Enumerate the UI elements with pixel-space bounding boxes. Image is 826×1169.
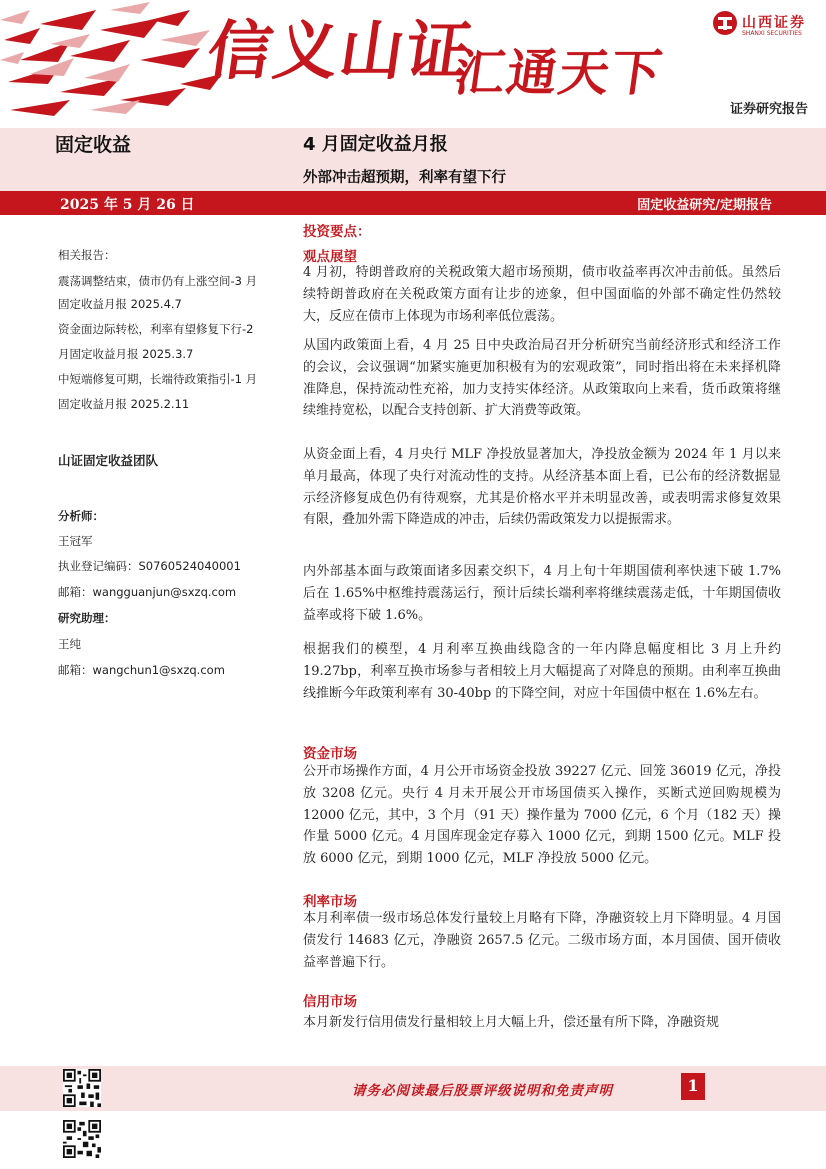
related-reports-label: 相关报告： [58, 248, 116, 262]
related-report-line[interactable]: 震荡调整结束，债市仍有上涨空间-3 月 [58, 274, 258, 288]
report-category: 固定收益 [55, 134, 132, 156]
paragraph: 本月新发行信用债发行量相较上月大幅上升，偿还量有所下降，净融资规 [303, 1015, 720, 1030]
related-report-line[interactable]: 固定收益月报 2025.2.11 [58, 397, 190, 411]
section-heading-rate-market: 利率市场 [303, 894, 357, 910]
report-subtitle: 外部冲击超预期，利率有望下行 [303, 170, 506, 186]
paragraph: 公开市场操作方面，4 月公开市场资金投放 39227 亿元、回笼 36019 亿元，净投放 3208 亿元。央行 4 月未开展公开市场国债买入操作，买断式逆回购规模为 12000 亿元，其中，3 个月（91 天）操作量为 7000 亿元，6 个月（182 天）操作量 5000 亿元。4 月国库现金定存募入 1000 亿元，到期 1500 亿元。MLF 投放 6000 亿元，到期 1000 亿元，MLF 净投放 5000 亿元。 [303, 764, 781, 867]
page-number: 1 [687, 1076, 699, 1095]
key-points-heading: 投资要点： [303, 224, 371, 240]
document-classification: 固定收益研究/定期报告 [637, 198, 772, 213]
paragraph: 从国内政策面上看，4 月 25 日中央政治局召开分析研究当前经济形式和经济工作的会议，会议强调“加紧实施更加积极有为的宏观政策”，同时指出将在未来择机降准降息，保持流动性充裕，加力支持实体经济。从政策取向上来看，货币政策将继续维持宽松，以配合支持创新、扩大消费等政策。 [303, 338, 781, 419]
related-report-line[interactable]: 中短端修复可期，长端待政策指引-1 月 [58, 372, 258, 386]
section-heading-outlook: 观点展望 [303, 249, 357, 265]
paragraph: 从资金面上看，4 月央行 MLF 净投放显著加大，净投放金额为 2024 年 1 月以来单月最高，体现了央行对流动性的支持。从经济基本面上看，已公布的经济数据显示经济修复成色仍有待观察，尤其是价格水平并未明显改善，或表明需求修复效果有限，叠加外需下降造成的冲击，后续仍需政策发力以提振需求。 [303, 447, 781, 528]
qr-code-icon [63, 1069, 101, 1107]
analyst-label: 分析师： [58, 509, 104, 523]
company-logo [712, 10, 822, 40]
assistant-name: 王纯 [58, 637, 81, 651]
assistant-email[interactable]: 邮箱：wangchun1@sxzq.com [58, 663, 225, 677]
banner [0, 0, 826, 128]
team-name: 山证固定收益团队 [58, 453, 159, 468]
assistant-label: 研究助理： [58, 611, 116, 625]
logo-english-name: SHANXI SECURITIES [742, 30, 802, 37]
analyst-email[interactable]: 邮箱：wangguanjun@sxzq.com [58, 585, 237, 599]
disclaimer-notice[interactable]: 请务必阅读最后股票评级说明和免责声明 [352, 1083, 613, 1099]
decorative-arrows-icon [0, 0, 230, 120]
qr-code-icon [63, 1120, 101, 1158]
section-heading-money-market: 资金市场 [303, 746, 357, 762]
slogan-part2: 汇通天下 [450, 44, 668, 102]
paragraph: 内外部基本面与政策面诸多因素交织下，4 月上旬十年期国债利率快速下破 1.7%后在 1.65%中枢维持震荡运行，预计后续长端利率将继续震荡走低，十年期国债收益率或将下破 1.6%。 [303, 564, 781, 623]
paragraph: 根据我们的模型，4 月利率互换曲线隐含的一年内降息幅度相比 3 月上升约 19.27bp，利率互换市场参与者相较上月大幅提高了对降息的预期。由利率互换曲线推断今年政策利率有 30-40bp 的下降空间，对应十年国债中枢在 1.6%左右。 [303, 642, 781, 701]
slogan-part1: 信义山证 [202, 15, 478, 89]
paragraph: 4 月初，特朗普政府的关税政策大超市场预期，债市收益率再次冲击前低。虽然后续特朗普政府在关税政策方面有让步的迹象，但中国面临的外部不确定性仍然较大，反应在债市上体现为市场利率低位震荡。 [303, 265, 781, 324]
report-date: 2025 年 5 月 26 日 [60, 197, 195, 213]
report-title: 4 月固定收益月报 [303, 134, 448, 155]
logo-name: 山西证券 [742, 15, 806, 31]
analyst-name: 王冠军 [58, 534, 93, 548]
report-type: 证券研究报告 [729, 102, 808, 117]
analyst-license: 执业登记编码：S0760524040001 [58, 559, 241, 573]
logo-emblem-icon [712, 10, 738, 36]
related-report-line[interactable]: 固定收益月报 2025.4.7 [58, 297, 182, 311]
section-heading-credit-market: 信用市场 [303, 994, 357, 1010]
related-report-line[interactable]: 月固定收益月报 2025.3.7 [58, 347, 194, 361]
related-report-line[interactable]: 资金面边际转松，利率有望修复下行-2 [58, 322, 254, 336]
paragraph: 本月利率债一级市场总体发行量较上月略有下降，净融资较上月下降明显。4 月国债发行 14683 亿元，净融资 2657.5 亿元。二级市场方面，本月国债、国开债收益率普遍下行。 [303, 911, 781, 970]
